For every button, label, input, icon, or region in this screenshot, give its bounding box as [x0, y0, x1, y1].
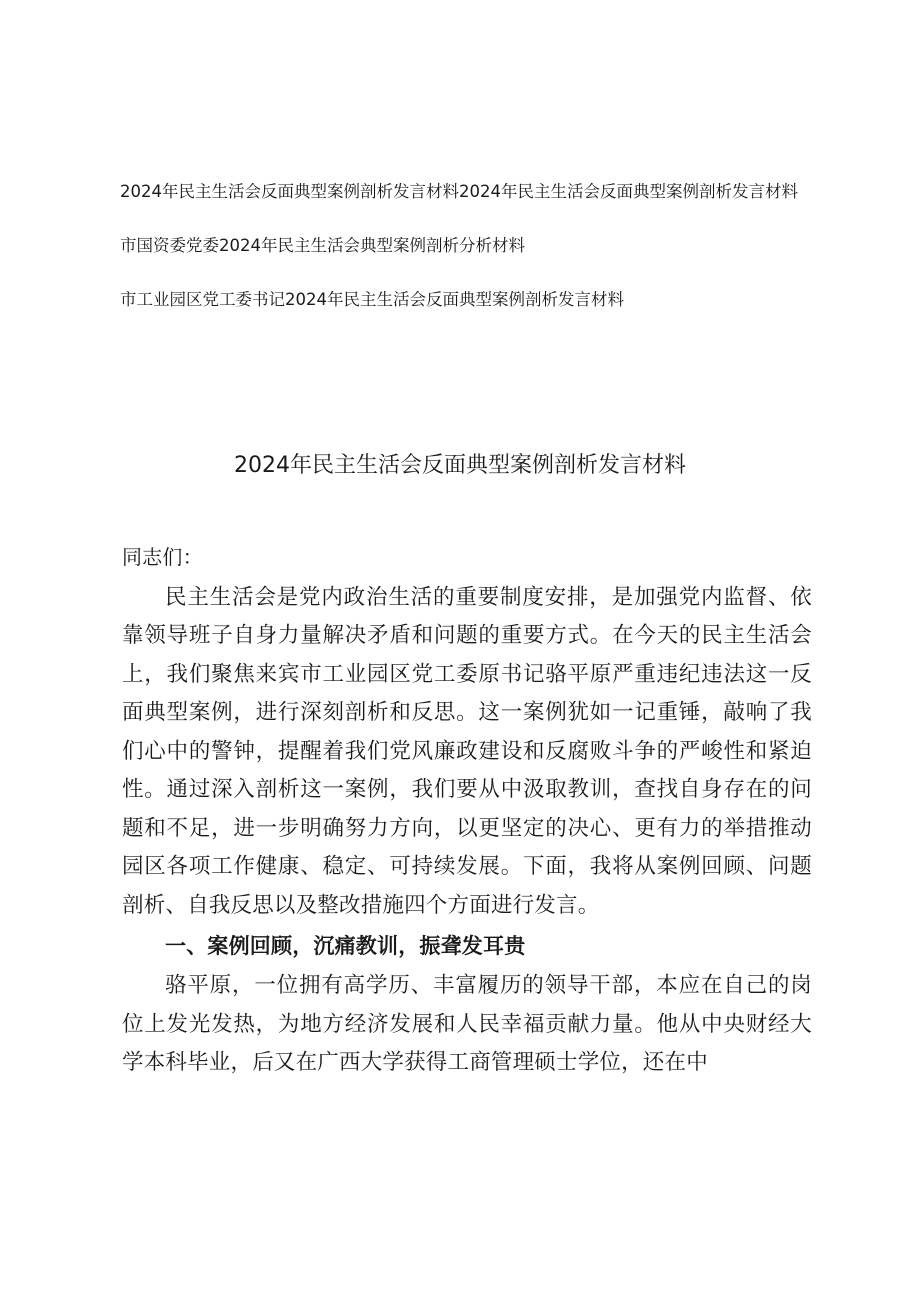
- document-body: [122, 538, 812, 1083]
- toc-item[interactable]: 市国资委党委2024年民主生活会典型案例剖析分析材料: [120, 236, 525, 255]
- salutation: 同志们：: [122, 545, 203, 569]
- section-heading: 一、案例回顾，沉痛教训，振聋发耳贵: [165, 934, 526, 958]
- table-of-contents: [120, 178, 820, 340]
- document-title: 2024年民主生活会反面典型案例剖析发言材料: [234, 453, 686, 478]
- toc-item[interactable]: 2024年民主生活会反面典型案例剖析发言材料2024年民主生活会反面典型案例剖析发言材料: [120, 182, 798, 201]
- toc-item[interactable]: 市工业园区党工委书记2024年民主生活会反面典型案例剖析发言材料: [120, 290, 624, 309]
- paragraph: 骆平原，一位拥有高学历、丰富履历的领导干部，本应在自己的岗位上发光发热，为地方经济发展和人民幸福贡献力量。他从中央财经大学本科毕业，后又在广西大学获得工商管理硕士学位，还在中: [122, 973, 812, 1075]
- paragraph: 民主生活会是党内政治生活的重要制度安排，是加强党内监督、依靠领导班子自身力量解决矛盾和问题的重要方式。在今天的民主生活会上，我们聚焦来宾市工业园区党工委原书记骆平原严重违纪违法这一反面典型案例，进行深刻剖析和反思。这一案例犹如一记重锤，敲响了我们心中的警钟，提醒着我们党风廉政建设和反腐败斗争的严峻性和紧迫性。通过深入剖析这一案例，我们要从中汲取教训，查找自身存在的问题和不足，进一步明确努力方向，以更坚定的决心、更有力的举措推动园区各项工作健康、稳定、可持续发展。下面，我将从案例回顾、问题剖析、自我反思以及整改措施四个方面进行发言。: [122, 584, 812, 918]
